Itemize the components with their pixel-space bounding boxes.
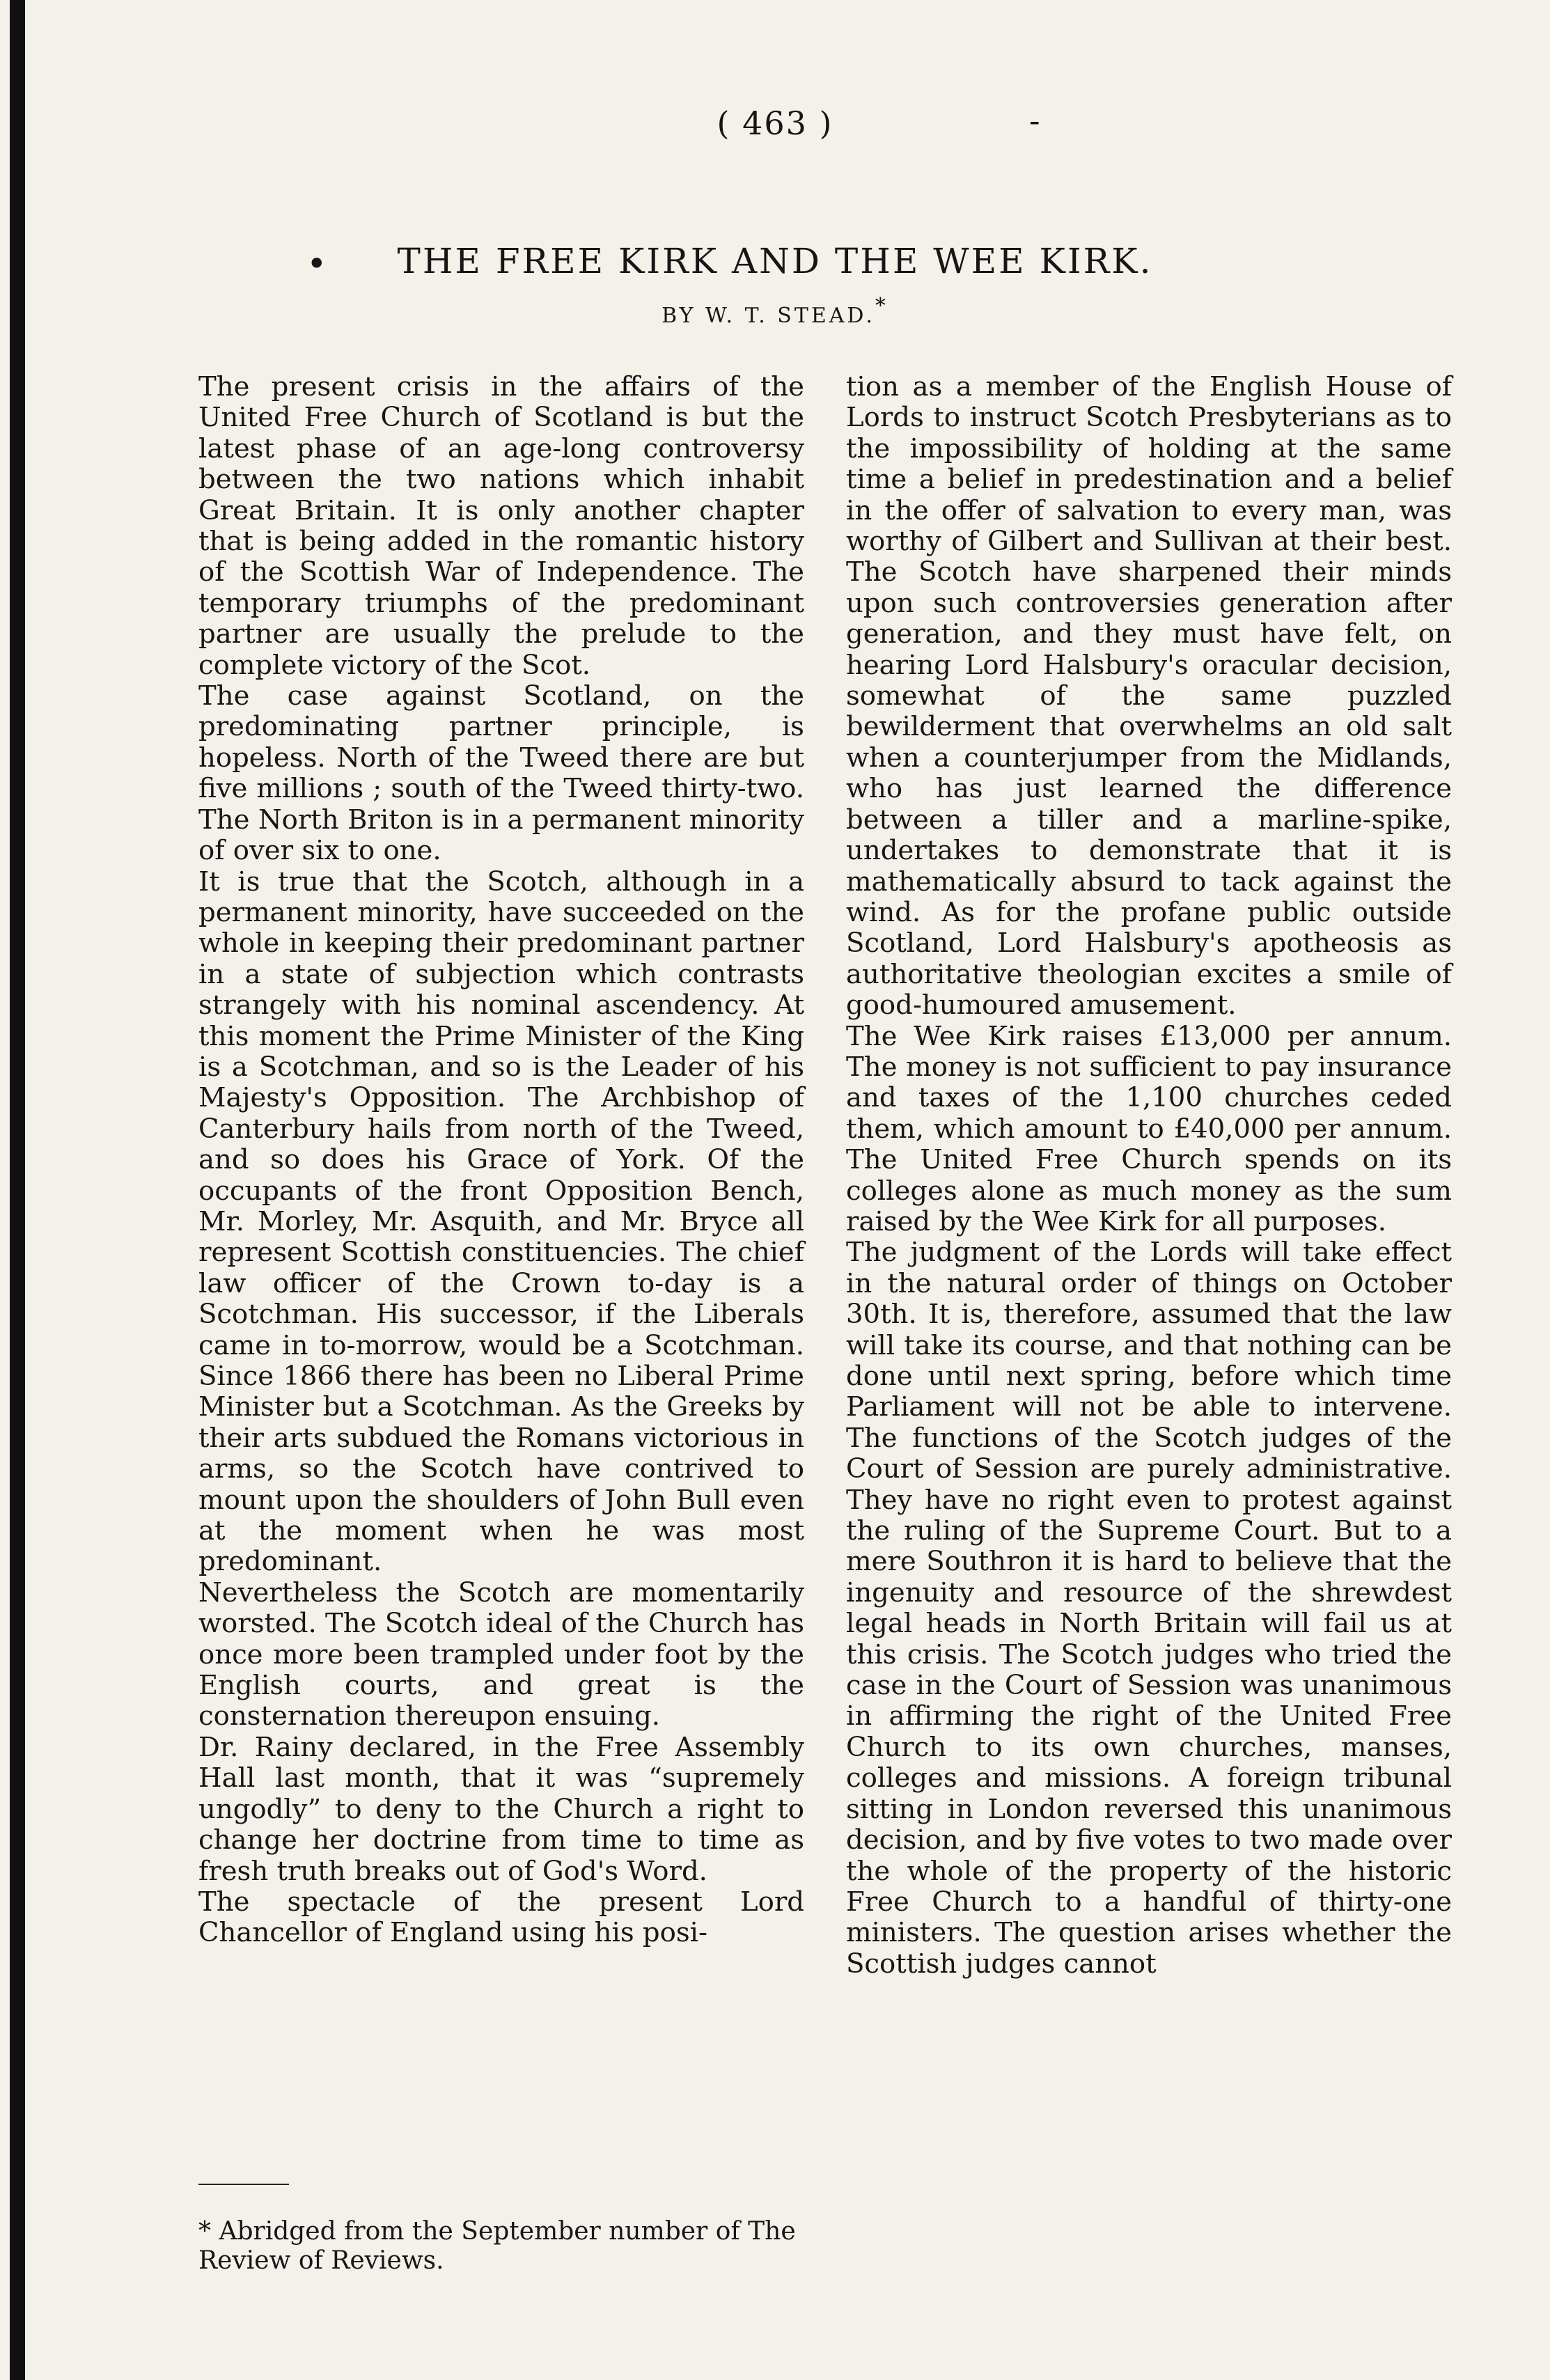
page-number [0, 104, 1550, 142]
paragraph: The present crisis in the affairs of the United Free Church of Scotland is but the latest phase of an age-long controversy between the two nations which inhabit Great Britain. It is only another chapter that is being added in the romantic history of the Scottish War of Independence. The temporary triumphs of the predominant partner are usually the prelude to the complete victory of the Scot. [198, 371, 804, 681]
page-edge-shadow [10, 0, 25, 2380]
left-column [198, 372, 804, 1949]
article-title-text: THE FREE KIRK AND THE WEE KIRK. [397, 240, 1153, 281]
footnote-divider [198, 2184, 289, 2185]
footnote: * Abridged from the September number of The Review of Reviews. [198, 2217, 796, 2275]
right-column [846, 372, 1452, 1980]
paragraph: Nevertheless the Scotch are momentarily worsted. The Scotch ideal of the Church has once more been trampled under foot by the English courts, and great is the consternation thereupon ensuing. [198, 1576, 804, 1732]
article-title [0, 240, 1550, 284]
paragraph: The spectacle of the present Lord Chancellor of England using his posi- [198, 1886, 804, 1949]
byline-text: BY W. T. STEAD. [662, 304, 875, 328]
byline-footnote-mark: * [875, 294, 888, 318]
header-mark: - [1029, 102, 1042, 139]
paragraph: It is true that the Scotch, although in a permanent minority, have succeeded on the whole in keeping their predominant partner in a state of subjection which contrasts strangely with his nominal ascendency. At this moment the Prime Minister of the King is a Scotchman, and so is the Leader of his Majesty's Opposition. The Archbishop of Canterbury hails from north of the Tweed, and so does his Grace of York. Of the occupants of the front Opposition Bench, Mr. Morley, Mr. Asquith, and Mr. Bryce all represent Scottish constituencies. The chief law officer of the Crown to-day is a Scotchman. His successor, if the Liberals came in to-morrow, would be a Scotchman. Since 1866 there has been no Liberal Prime Minister but a Scotchman. As the Greeks by their arts subdued the Romans victorious in arms, so the Scotch have contrived to mount upon the shoulders of John Bull even at the moment when he was most predominant. [198, 866, 804, 1578]
paragraph: The case against Scotland, on the predominating partner principle, is hopeless. North of the Tweed there are but five millions ; south of the Tweed thirty-two. The North Briton is in a permanent minority of over six to one. [198, 680, 804, 867]
byline [0, 294, 1550, 328]
page-number-text: ( 463 ) [717, 104, 833, 142]
paragraph: The judgment of the Lords will take effect in the natural order of things on October 30th. It is, therefore, assumed that the law will take its course, and that nothing can be done until next spring, before which time Parliament will not be able to intervene. The functions of the Scotch judges of the Court of Session are purely administrative. They have no right even to protest against the ruling of the Supreme Court. But to a mere Southron it is hard to believe that the ingenuity and resource of the shrewdest legal heads in North Britain will fail us at this crisis. The Scotch judges who tried the case in the Court of Session was unanimous in affirming the right of the United Free Church to its own churches, manses, colleges and missions. A foreign tribunal sitting in London reversed this unanimous decision, and by five votes to two made over the whole of the property of the historic Free Church to a handful of thirty-one ministers. The question arises whether the Scottish judges cannot [846, 1237, 1452, 1980]
paragraph: tion as a member of the English House of Lords to instruct Scotch Presbyterians as to the impossibility of holding at the same time a belief in predestination and a belief in the offer of salvation to every man, was worthy of Gilbert and Sullivan at their best. The Scotch have sharpened their minds upon such controversies generation after generation, and they must have felt, on hearing Lord Halsbury's oracular decision, somewhat of the same puzzled bewilderment that overwhelms an old salt when a counterjumper from the Midlands, who has just learned the difference between a tiller and a marline-spike, undertakes to demonstrate that it is mathematically absurd to tack against the wind. As for the profane public outside Scotland, Lord Halsbury's apotheosis as authoritative theologian excites a smile of good-humoured amusement. [846, 371, 1452, 1021]
title-bullet: • [306, 243, 329, 284]
paragraph: Dr. Rainy declared, in the Free Assembly Hall last month, that it was “supremely ungodly” to deny to the Church a right to change her doctrine from time to time as fresh truth breaks out of God's Word. [198, 1731, 804, 1887]
paragraph: The Wee Kirk raises £13,000 per annum. The money is not sufficient to pay insurance and taxes of the 1,100 churches ceded them, which amount to £40,000 per annum. The United Free Church spends on its colleges alone as much money as the sum raised by the Wee Kirk for all purposes. [846, 1020, 1452, 1237]
